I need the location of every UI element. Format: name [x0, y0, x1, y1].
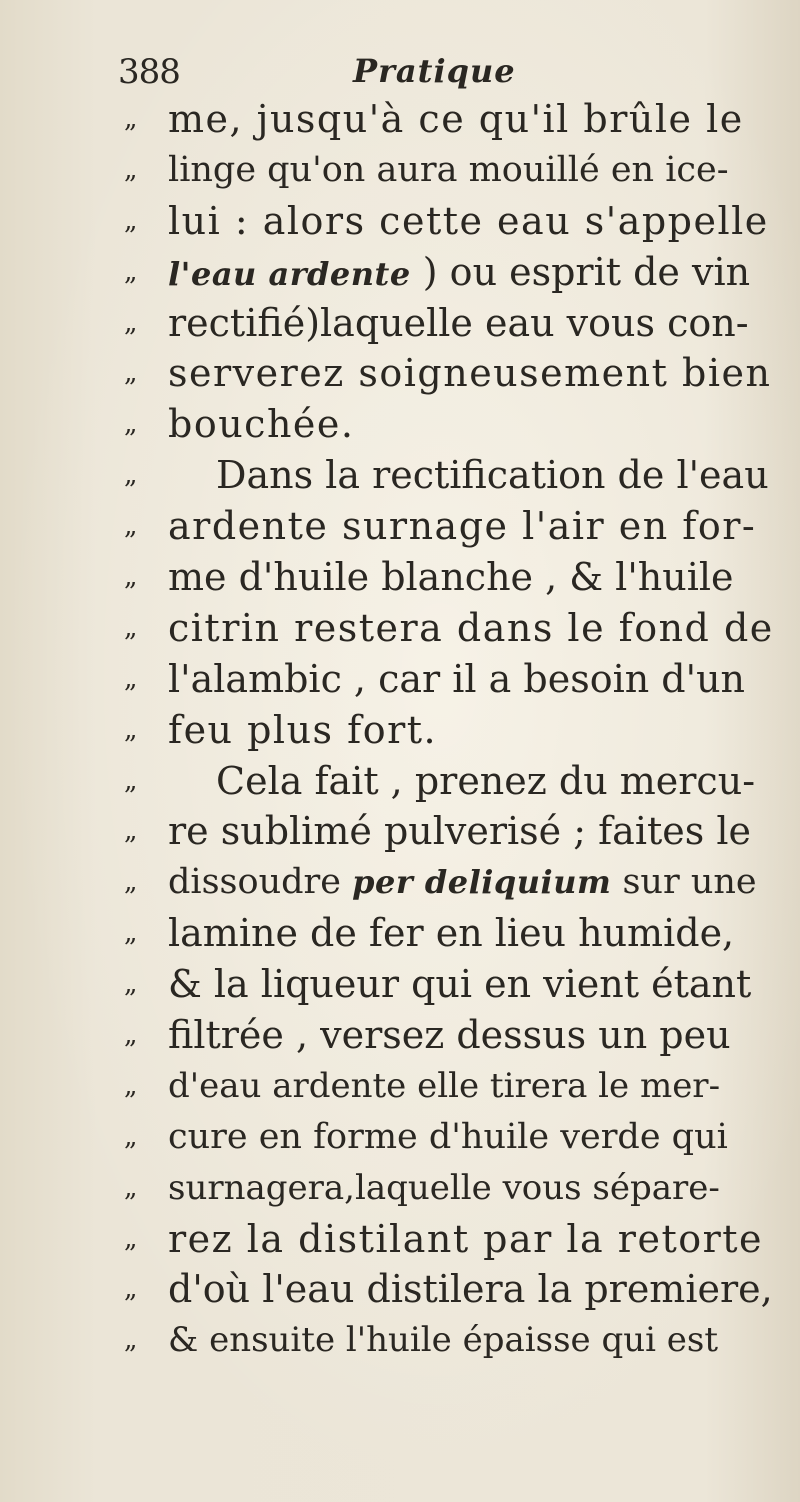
- text-line: [124, 908, 774, 959]
- line-text: linge qu'on aura mouillé en ice-: [168, 149, 729, 190]
- quote-mark: „: [124, 460, 138, 491]
- quote-mark: „: [124, 816, 138, 847]
- text-line: [124, 857, 774, 908]
- text-line: [124, 654, 774, 705]
- text-line: [124, 94, 774, 145]
- quote-mark: „: [124, 969, 138, 1000]
- quote-mark: „: [124, 562, 138, 593]
- line-text: l'alambic , car il a besoin d'un: [168, 656, 746, 701]
- text-line: [124, 348, 774, 399]
- line-text: citrin restera dans le fond de: [168, 605, 774, 650]
- quote-mark: „: [124, 104, 139, 134]
- text-line: [124, 552, 774, 603]
- quote-mark: „: [124, 765, 138, 796]
- text-line: [124, 399, 774, 450]
- text-line: [124, 196, 774, 247]
- line-text: dissoudre: [168, 862, 341, 903]
- line-text: d'eau ardente elle tirera le mer-: [168, 1065, 721, 1106]
- line-text: lamine de fer en lieu humide,: [168, 911, 735, 956]
- text-line: [124, 145, 774, 196]
- text-line: [124, 1163, 774, 1214]
- quote-mark: „: [124, 307, 138, 338]
- line-text: cure en forme d'huile verde qui: [168, 1116, 728, 1157]
- text-line: [124, 806, 774, 857]
- line-text: Dans la rectification de l'eau: [216, 453, 769, 498]
- line-text: lui : alors cette eau s'appelle: [168, 198, 769, 243]
- line-text: rectifié)laquelle eau vous con-: [168, 300, 749, 345]
- italic-term: per deliquium: [352, 863, 612, 902]
- quote-mark: „: [124, 511, 139, 542]
- quote-mark: „: [124, 1325, 138, 1356]
- line-text: serverez soigneusement bien: [168, 351, 772, 396]
- text-line: [124, 1112, 774, 1163]
- quote-mark: „: [124, 1121, 138, 1152]
- line-text: re sublimé pulverisé ; faites le: [168, 809, 751, 854]
- line-text: me, jusqu'à ce qu'il brûle le: [168, 97, 744, 141]
- text-line: [124, 450, 774, 501]
- line-text: me d'huile blanche , & l'huile: [168, 555, 734, 600]
- line-text: ardente surnage l'air en for-: [168, 504, 757, 549]
- line-text: ) ou esprit de vin: [422, 249, 751, 294]
- italic-term: l'eau ardente: [168, 254, 411, 293]
- text-line: [124, 959, 774, 1010]
- line-text: & la liqueur qui en vient étant: [168, 962, 752, 1007]
- quote-mark: „: [124, 867, 138, 898]
- text-line: [124, 1315, 774, 1366]
- text-line: [124, 1061, 774, 1112]
- body-text: [124, 94, 774, 1366]
- line-text: surnagera,laquelle vous sépare-: [168, 1167, 720, 1208]
- text-line: [124, 298, 774, 349]
- quote-mark: „: [124, 1070, 138, 1101]
- text-line: [124, 1010, 774, 1061]
- quote-mark: „: [124, 714, 139, 745]
- quote-mark: „: [124, 1020, 138, 1051]
- line-text: filtrée , versez dessus un peu: [168, 1013, 731, 1058]
- text-line: [124, 1264, 774, 1315]
- line-text: bouchée.: [168, 402, 355, 447]
- line-text: & ensuite l'huile épaisse qui est: [168, 1320, 719, 1361]
- running-head: Pratique: [353, 52, 516, 90]
- line-text: Cela fait , prenez du mercu-: [216, 758, 756, 803]
- quote-mark: „: [124, 154, 138, 185]
- text-line: [124, 603, 774, 654]
- line-text: feu plus fort.: [168, 707, 438, 752]
- quote-mark: „: [124, 358, 139, 389]
- text-line: [124, 247, 774, 298]
- text-line: [124, 1214, 774, 1265]
- line-text: rez la distilant par la retorte: [168, 1216, 764, 1261]
- quote-mark: „: [124, 205, 139, 236]
- line-text: d'où l'eau distilera la premiere,: [168, 1267, 773, 1312]
- line-text: sur une: [622, 862, 757, 903]
- quote-mark: „: [124, 918, 138, 949]
- quote-mark: „: [124, 409, 139, 440]
- text-line: [124, 756, 774, 807]
- quote-mark: „: [124, 256, 138, 287]
- quote-mark: „: [124, 612, 139, 643]
- quote-mark: „: [124, 1274, 138, 1305]
- page-number: 388: [118, 52, 180, 92]
- text-line: [124, 501, 774, 552]
- quote-mark: „: [124, 1223, 139, 1254]
- quote-mark: „: [124, 1172, 138, 1203]
- quote-mark: „: [124, 663, 138, 694]
- text-line: [124, 705, 774, 756]
